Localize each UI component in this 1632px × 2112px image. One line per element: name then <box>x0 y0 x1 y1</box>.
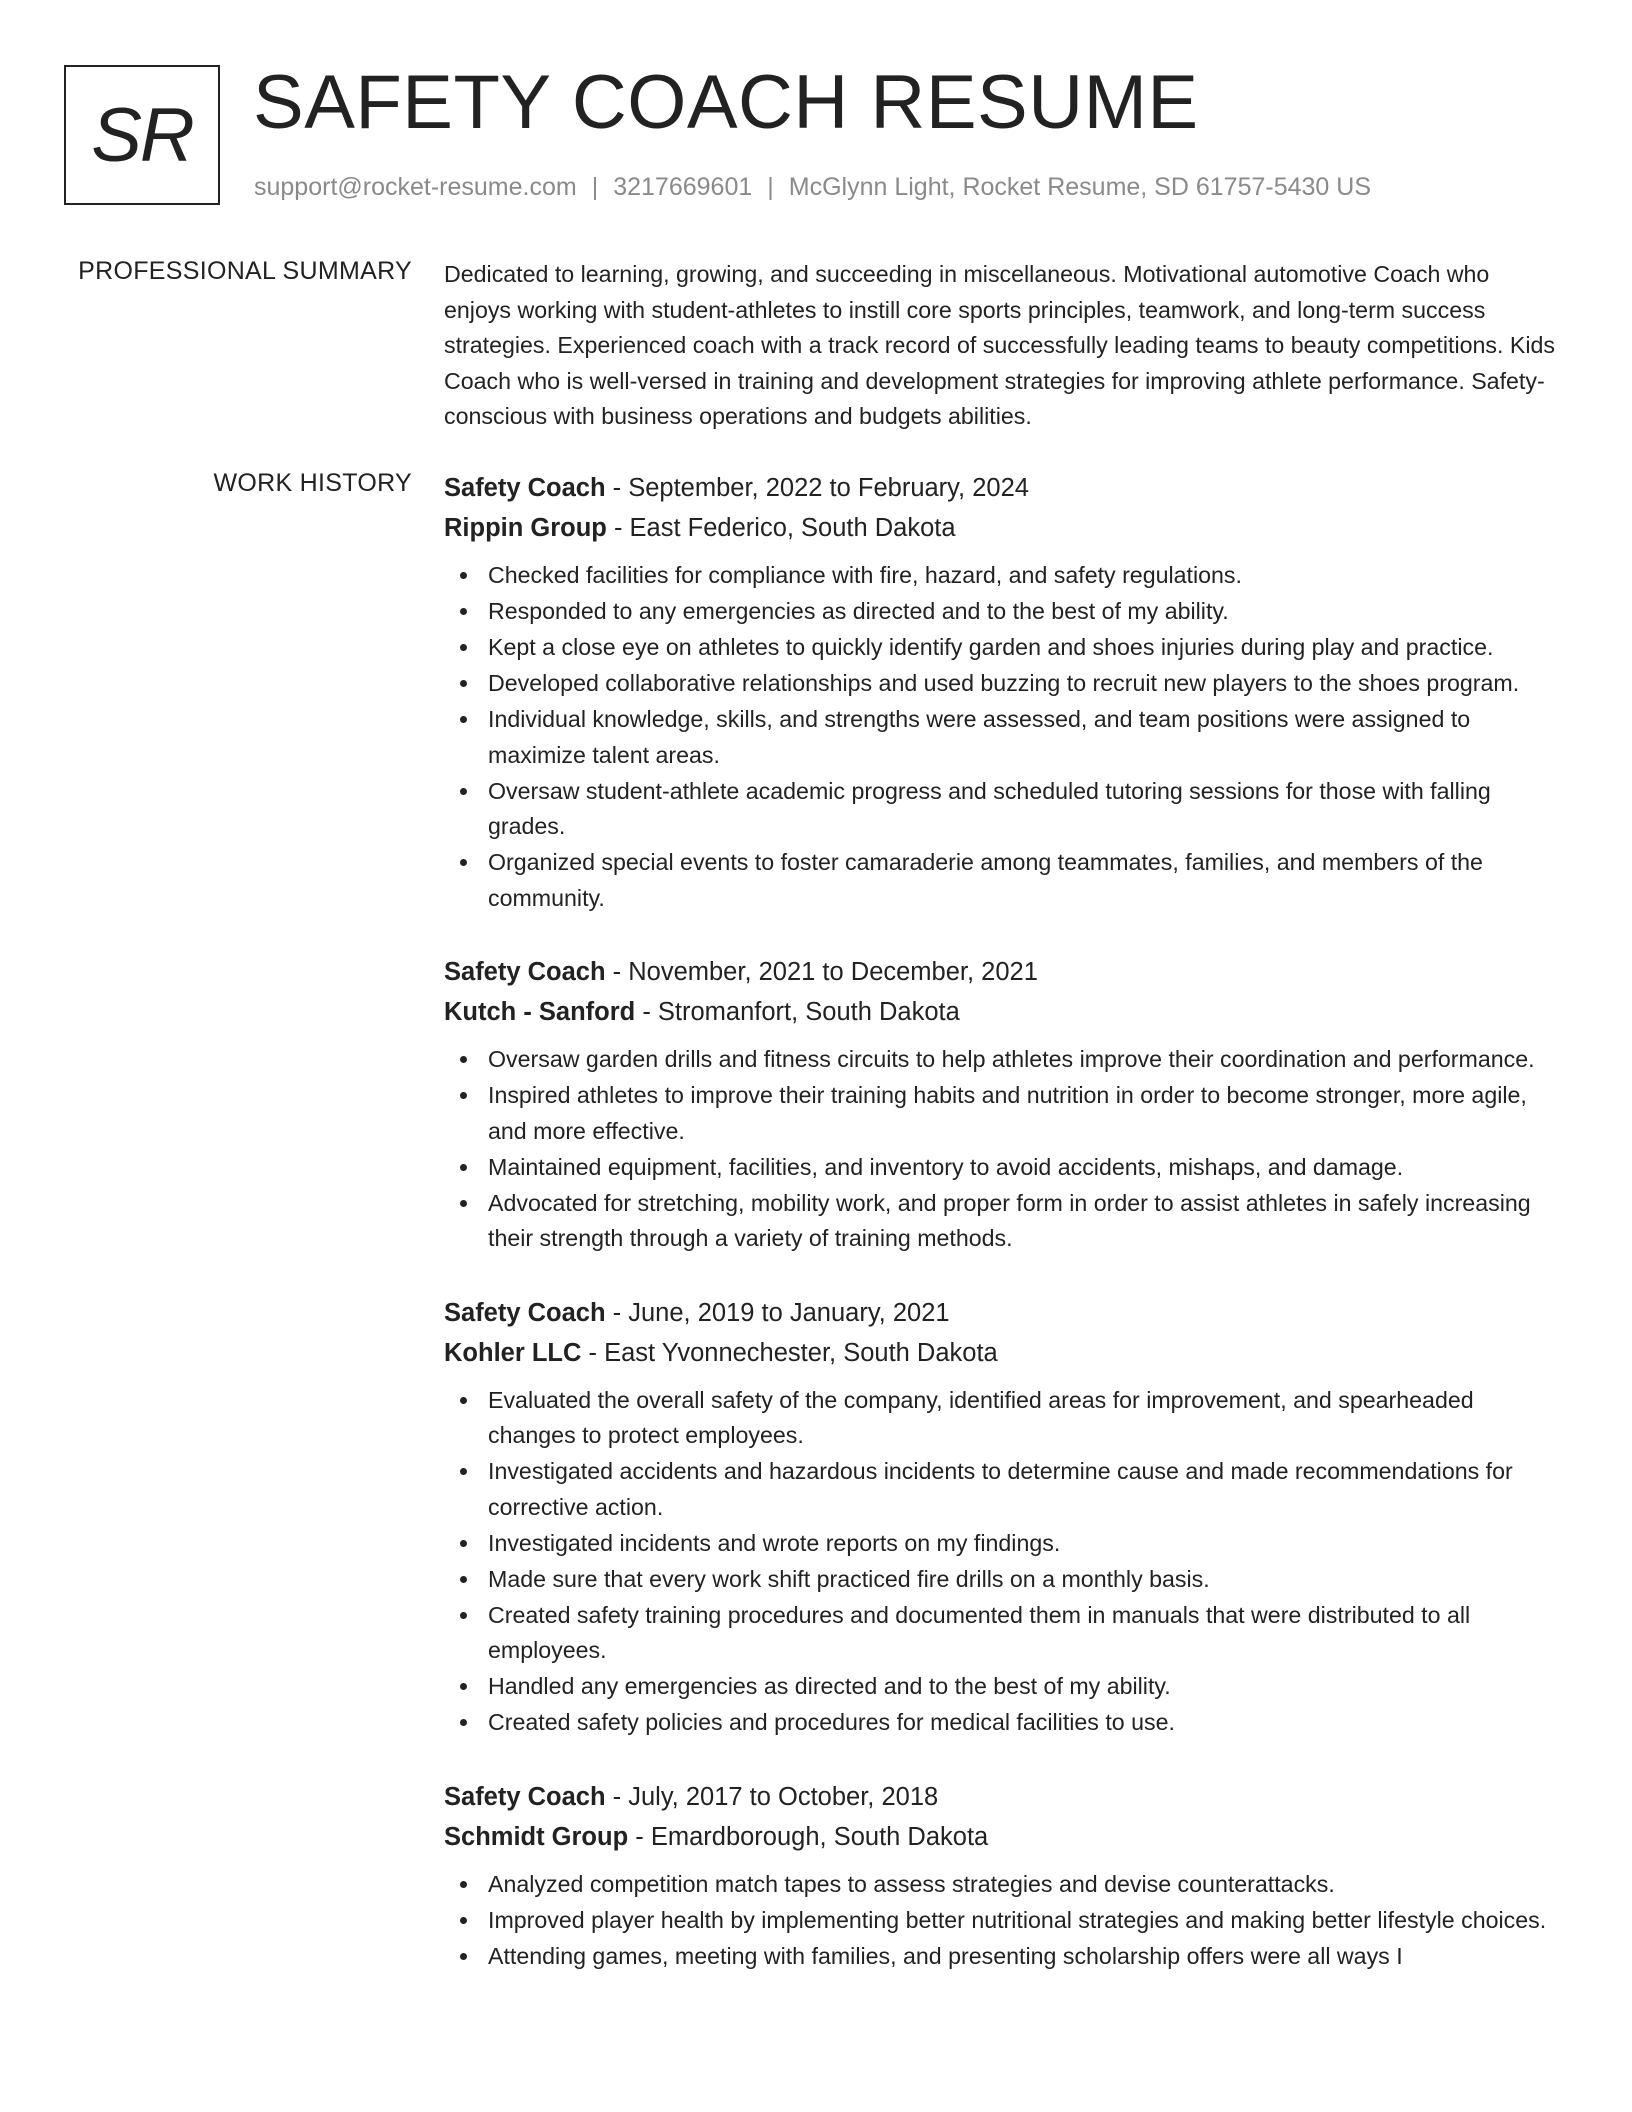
job-location: - East Federico, South Dakota <box>606 514 956 542</box>
job-bullet: Evaluated the overall safety of the company, identified areas for improvement, and spearheaded changes to protect employees. <box>444 1383 1560 1454</box>
job-company: Schmidt Group <box>444 1822 629 1851</box>
job-location: - East Yvonnechester, South Dakota <box>581 1338 998 1367</box>
contact-email: support@rocket-resume.com <box>254 173 577 201</box>
contact-line <box>254 173 1371 202</box>
job-bullet: Individual knowledge, skills, and strengths were assessed, and team positions were assigned to maximize talent areas. <box>444 702 1560 773</box>
job-bullet: Responded to any emergencies as directed and to the best of my ability. <box>444 594 1560 630</box>
job-bullet: Maintained equipment, facilities, and inventory to avoid accidents, mishaps, and damage. <box>444 1150 1560 1186</box>
job-bullet: Analyzed competition match tapes to assess strategies and devise counterattacks. <box>444 1867 1560 1903</box>
job-bullet: Oversaw student-athlete academic progress and scheduled tutoring sessions for those with falling grades. <box>444 774 1560 845</box>
job-bullet: Attending games, meeting with families, and presenting scholarship offers were all ways I <box>444 1939 1560 1975</box>
job-title: Safety Coach <box>444 1298 606 1327</box>
contact-address: McGlynn Light, Rocket Resume, SD 61757-5430 US <box>788 173 1371 201</box>
job-title-line <box>444 1293 1560 1333</box>
job-dates: - September, 2022 to February, 2024 <box>605 474 1029 502</box>
job-bullet: Improved player health by implementing better nutritional strategies and making better lifestyle choices. <box>444 1903 1560 1939</box>
job-bullet: Investigated incidents and wrote reports on my findings. <box>444 1526 1560 1562</box>
job-title-line <box>444 1777 1560 1817</box>
job-location: - Emardborough, South Dakota <box>628 1822 989 1851</box>
monogram-logo: SR <box>64 65 220 205</box>
job-bullet: Handled any emergencies as directed and to the best of my ability. <box>444 1669 1560 1705</box>
job-company-line <box>444 992 1560 1032</box>
job-title: Safety Coach <box>444 1782 606 1811</box>
job-bullet: Oversaw garden drills and fitness circuits to help athletes improve their coordination and performance. <box>444 1042 1560 1078</box>
job-bullet-list <box>444 1867 1560 1975</box>
job-location: - Stromanfort, South Dakota <box>635 998 960 1026</box>
job-company-line <box>444 1817 1560 1857</box>
job-company: Kutch - Sanford <box>444 998 636 1026</box>
job-title-line <box>444 468 1560 508</box>
job-bullet: Advocated for stretching, mobility work, and proper form in order to assist athletes in safely increasing their strength through a variety of training methods. <box>444 1186 1560 1257</box>
job-dates: - July, 2017 to October, 2018 <box>605 1782 939 1811</box>
job-title-line <box>444 952 1560 992</box>
job-company-line <box>444 508 1560 548</box>
contact-phone: 3217669601 <box>613 173 753 201</box>
work-history-list <box>444 468 1560 2010</box>
job-bullet-list <box>444 1383 1560 1741</box>
job-bullet: Kept a close eye on athletes to quickly identify garden and shoes injuries during play and practice. <box>444 630 1560 666</box>
job-bullet: Created safety training procedures and documented them in manuals that were distributed to all employees. <box>444 1598 1560 1669</box>
job-company: Rippin Group <box>444 514 607 542</box>
job-dates: - June, 2019 to January, 2021 <box>605 1298 950 1327</box>
job-bullet-list <box>444 558 1560 916</box>
job-bullet: Inspired athletes to improve their training habits and nutrition in order to become stronger, more agile, and more effective. <box>444 1078 1560 1149</box>
job-bullet: Created safety policies and procedures for medical facilities to use. <box>444 1705 1560 1741</box>
job-entry <box>444 468 1560 916</box>
job-title: Safety Coach <box>444 474 606 502</box>
job-bullet: Developed collaborative relationships and used buzzing to recruit new players to the shoes program. <box>444 666 1560 702</box>
job-entry <box>444 1777 1560 1975</box>
job-dates: - November, 2021 to December, 2021 <box>605 958 1038 986</box>
summary-text: Dedicated to learning, growing, and succeeding in miscellaneous. Motivational automotive Coach who enjoys working with student-athletes to instill core sports principles, teamwork, and long-term success strategies. Experienced coach with a track record of successfully leading teams to beauty competitions. Kids Coach who is well-versed in training and development strategies for improving athlete performance. Safety-conscious with business operations and budgets abilities. <box>444 261 1555 429</box>
job-bullet: Made sure that every work shift practiced fire drills on a monthly basis. <box>444 1562 1560 1598</box>
section-heading-summary: PROFESSIONAL SUMMARY <box>78 257 412 285</box>
summary-body <box>444 257 1560 435</box>
job-company: Kohler LLC <box>444 1338 582 1367</box>
job-bullet-list <box>444 1042 1560 1257</box>
resume-title: SAFETY COACH RESUME <box>253 60 1199 145</box>
job-entry <box>444 1293 1560 1741</box>
section-heading-work-history: WORK HISTORY <box>213 469 412 497</box>
contact-separator: | <box>591 173 599 201</box>
job-entry <box>444 952 1560 1257</box>
resume-header <box>64 60 1564 210</box>
job-bullet: Investigated accidents and hazardous incidents to determine cause and made recommendations for corrective action. <box>444 1454 1560 1525</box>
job-bullet: Checked facilities for compliance with fire, hazard, and safety regulations. <box>444 558 1560 594</box>
job-company-line <box>444 1333 1560 1373</box>
job-title: Safety Coach <box>444 958 606 986</box>
job-bullet: Organized special events to foster camaraderie among teammates, families, and members of the community. <box>444 845 1560 916</box>
contact-separator: | <box>767 173 774 201</box>
